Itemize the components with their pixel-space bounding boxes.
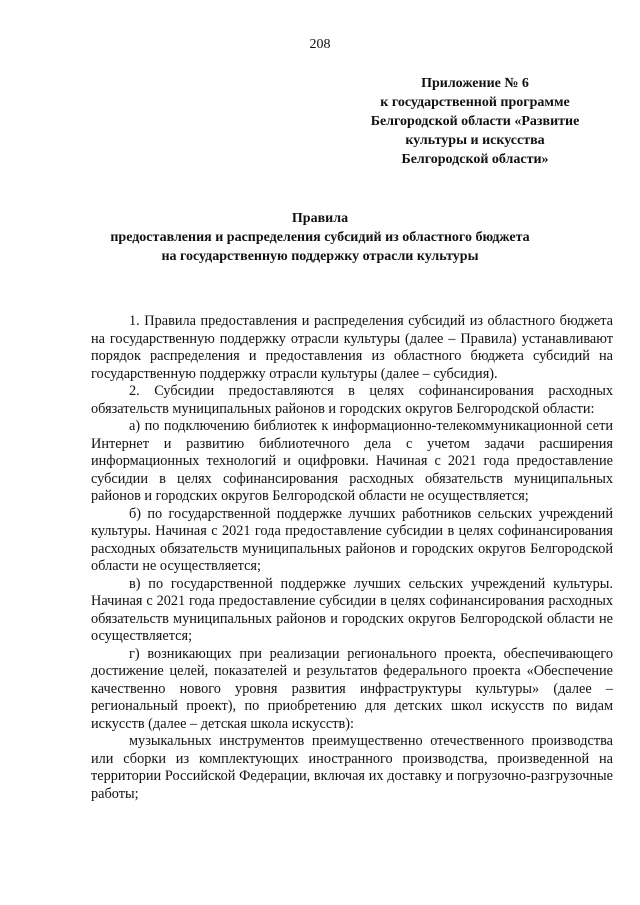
title-heading: Правила [291,211,349,226]
paragraph-1: 1. Правила предоставления и распределения субсидий из областного бюджета на государственную поддержку отрасли культуры (далее – Правила) устанавливают порядок распределения и предоставления из областного бюджета субсидий на государственную поддержку отрасли культуры (далее – субсидия). [91,313,613,382]
page-number: 208 [309,37,331,52]
paragraph-2b: б) по государственной поддержке лучших работников сельских учреждений культуры. Начиная с 2021 года предоставление субсидии в целях софинансирования расходных обязательств муниципальных районов и городских округов Белгородской области не осуществляется; [91,505,613,574]
appendix-block [340,74,610,169]
appendix-line: Белгородской области» [401,152,549,167]
paragraph-2v: в) по государственной поддержке лучших сельских учреждений культуры. Начиная с 2021 года предоставление субсидии в целях софинансирования расходных обязательств муниципальных районов и городских округов Белгородской области не осуществляется; [91,575,613,644]
title-subtitle-line: на государственную поддержку отрасли культуры [161,249,479,264]
title-subtitle-line: предоставления и распределения субсидий из областного бюджета [110,230,530,245]
appendix-line: Белгородской области «Развитие [370,114,580,129]
appendix-line: к государственной программе [380,95,570,110]
paragraph-2g: г) возникающих при реализации регионального проекта, обеспечивающего достижение целей, показателей и результатов федерального проекта «Обеспечение качественно нового уровня развития инфраструктуры культуры» (далее – региональный проект), по приобретению для детских школ искусств по видам искусств (далее – детская школа искусств): [91,645,613,732]
appendix-line: культуры и искусства [405,133,545,148]
document-body [91,313,613,803]
paragraph-2: 2. Субсидии предоставляются в целях софинансирования расходных обязательств муниципальных районов и городских округов Белгородской области: [91,383,613,417]
paragraph-instruments: музыкальных инструментов преимущественно отечественного производства или сборки из комплектующих иностранного производства, произведенной на территории Российской Федерации, включая их доставку и погрузочно-разгрузочные работы; [91,733,613,802]
paragraph-2a: а) по подключению библиотек к информационно-телекоммуникационной сети Интернет и развитию библиотечного дела с учетом задачи расширения информационных технологий и оцифровки. Начиная с 2021 года предоставление субсидии в целях софинансирования расходных обязательств муниципальных районов и городских округов Белгородской области не осуществляется; [91,418,613,504]
appendix-line: Приложение № 6 [421,76,529,91]
document-title [0,209,640,266]
